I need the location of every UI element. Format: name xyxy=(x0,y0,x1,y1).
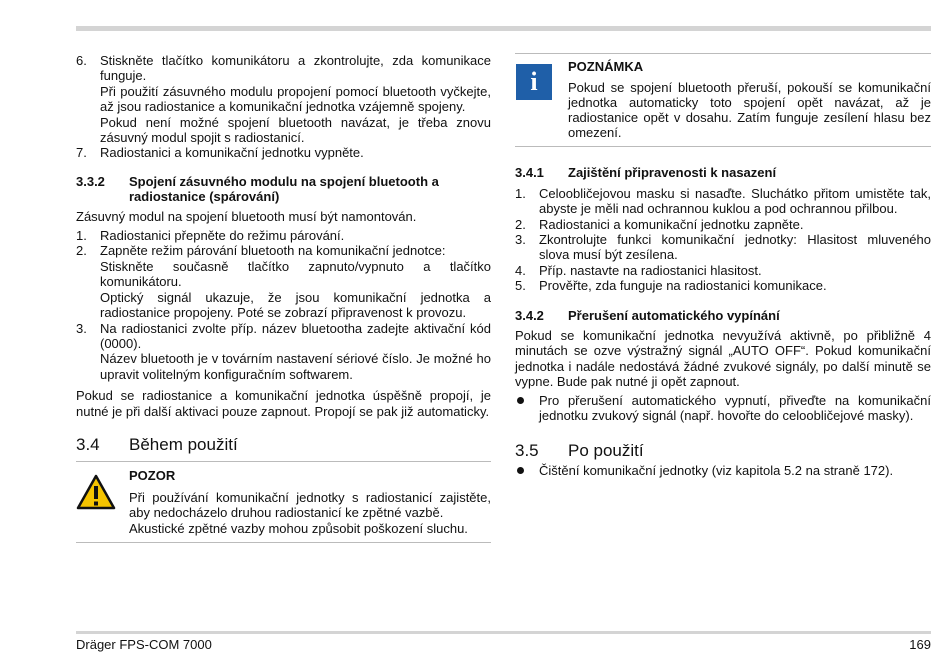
step-item xyxy=(76,53,491,145)
section-heading-3-3-2 xyxy=(76,174,491,205)
step-list-a xyxy=(76,53,491,161)
step-text: Stiskněte současně tlačítko zapnuto/vypnuto a tlačítko komunikátoru. xyxy=(100,258,491,290)
section-title: Přerušení automatického vypínání xyxy=(568,307,780,323)
step-number: 3. xyxy=(515,232,526,248)
note-text: Pokud se spojení bluetooth přeruší, pokouší se komunikační jednotka automaticky toto spojení opět navázat, až je radiostanice opět v dosahu. Zatím funguje zesílení hlasu bez omezení. xyxy=(568,80,931,141)
step-number: 5. xyxy=(515,278,526,294)
paragraph: Pokud se radiostanice a komunikační jednotka úspěšně propojí, je nutné je při další aktivaci pouze zapnout. Propojí se pak již automaticky. xyxy=(76,388,491,419)
step-item xyxy=(76,243,491,320)
section-number: 3.3.2 xyxy=(76,173,105,189)
section-number: 3.5 xyxy=(515,440,539,460)
paragraph: Zásuvný modul na spojení bluetooth musí být namontován. xyxy=(76,208,417,224)
step-text: Pokud není možné spojení bluetooth navázat, je třeba znovu zásuvný modul spojit s radiostanicí. xyxy=(100,114,491,146)
bullet-dot xyxy=(515,393,539,424)
step-text: Název bluetooth je v továrním nastavení sériové číslo. Je možné ho upravit volitelným konfiguračním softwarem. xyxy=(100,351,491,382)
step-number: 1. xyxy=(515,185,526,201)
step-number: 3. xyxy=(76,320,87,336)
paragraph: Pokud se komunikační jednotka nevyužívá aktivně, po přibližně 4 minutách se ozve výstražný signál „AUTO OFF“. Pokud komunikační jednotka i nadále nedostává žádné zvukové signály, po další minutě se vypne. Bude pak nutné ji opět zapnout. xyxy=(515,328,931,390)
caution-text: Akustické zpětné vazby mohou způsobit poškození sluchu. xyxy=(129,520,468,536)
section-title: Během použití xyxy=(129,434,238,454)
step-number: 6. xyxy=(76,53,87,68)
warning-triangle-icon xyxy=(76,474,116,510)
step-item xyxy=(515,263,931,278)
step-number: 2. xyxy=(515,216,526,232)
step-text: Příp. nastavte na radiostanici hlasitost. xyxy=(539,262,762,278)
section-title: Zajištění připravenosti k nasazení xyxy=(568,165,777,181)
step-text: Na radiostanici zvolte příp. název bluetootha zadejte aktivační kód (0000). xyxy=(100,320,491,351)
left-column xyxy=(76,53,491,543)
step-list-c xyxy=(515,186,931,294)
caution-callout xyxy=(76,461,491,543)
section-heading-3-4-1 xyxy=(515,165,931,180)
footer-product: Dräger FPS-COM 7000 xyxy=(76,637,212,652)
right-column xyxy=(515,53,931,478)
step-item xyxy=(76,321,491,383)
bullet-item xyxy=(515,463,931,478)
step-number: 7. xyxy=(76,145,87,161)
section-title: Spojení zásuvného modulu na spojení bluetooth a radiostanice (spárování) xyxy=(129,173,439,205)
bullet-item xyxy=(515,393,931,424)
section-number: 3.4 xyxy=(76,434,100,454)
step-item xyxy=(515,217,931,232)
header-rule xyxy=(76,26,931,31)
step-list-b xyxy=(76,228,491,382)
section-heading-3-4 xyxy=(76,434,491,454)
step-number: 1. xyxy=(76,228,87,244)
page-number: 169 xyxy=(909,637,931,652)
step-text: Radiostanici přepněte do režimu párování. xyxy=(100,228,345,244)
step-item xyxy=(515,278,931,293)
step-text: Stiskněte tlačítko komunikátoru a zkontrolujte, zda komunikace funguje. xyxy=(100,53,491,84)
step-text: Radiostanici a komunikační jednotku vypněte. xyxy=(100,145,364,161)
section-heading-3-5 xyxy=(515,440,931,460)
info-icon: i xyxy=(516,64,552,100)
step-number: 2. xyxy=(76,243,87,259)
step-item xyxy=(76,145,491,160)
step-text: Při použití zásuvného modulu propojení pomocí bluetooth vyčkejte, až jsou radiostanice a komunikační jednotka vzájemně spojeny. xyxy=(100,83,491,115)
section-number: 3.4.2 xyxy=(515,307,544,323)
note-callout xyxy=(515,53,931,147)
step-text: Prověřte, zda funguje na radiostanici komunikace. xyxy=(539,278,827,294)
step-item xyxy=(515,232,931,263)
footer-rule xyxy=(76,631,931,634)
caution-title: POZOR xyxy=(129,468,176,484)
section-title: Po použití xyxy=(568,440,644,460)
step-text: Zapněte režim párování bluetooth na komunikační jednotce: xyxy=(100,243,446,259)
section-heading-3-4-2 xyxy=(515,308,931,323)
step-text: Optický signál ukazuje, že jsou komunikační jednotka a radiostanice propojeny. Poté se zobrazí připravenost k provozu. xyxy=(100,289,491,321)
bullet-dot xyxy=(515,463,539,478)
step-item xyxy=(515,186,931,217)
bullet-text: Pro přerušení automatického vypnutí, přiveďte na komunikační jednotku zvukový signál (např. hovořte do celoobličejové masky). xyxy=(539,392,931,424)
step-text: Celoobličejovou masku si nasaďte. Sluchátko přitom umistěte tak, abyste je měli nad ochrannou kuklou a pod ochrannou přilbou. xyxy=(539,185,931,217)
step-item xyxy=(76,228,491,243)
step-number: 4. xyxy=(515,262,526,278)
note-title: POZNÁMKA xyxy=(568,59,644,74)
section-number: 3.4.1 xyxy=(515,165,544,181)
bullet-text: Čištění komunikační jednotky (viz kapitola 5.2 na straně 172). xyxy=(539,462,894,478)
caution-text: Při používání komunikační jednotky s radiostanicí zajistěte, aby nedocházelo druhou radiostanicí ke zpětné vazbě. xyxy=(129,489,491,521)
step-text: Zkontrolujte funkci komunikační jednotky: Hlasitost mluveného slova musí být zesílena. xyxy=(539,232,931,263)
step-text: Radiostanici a komunikační jednotku zapněte. xyxy=(539,216,804,232)
